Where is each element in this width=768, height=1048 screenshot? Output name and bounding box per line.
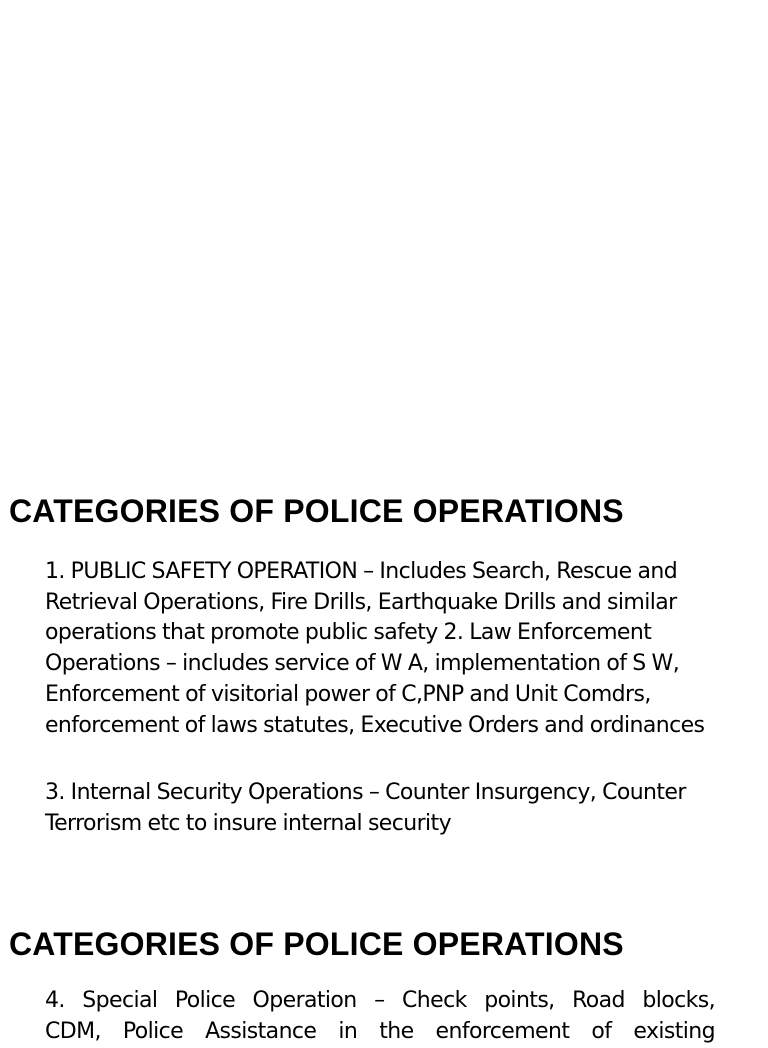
slide-2 [0, 870, 768, 1044]
slide-paragraph: CDM, Police Assistance in the enforcement of existing [45, 1019, 715, 1044]
slide-paragraph: 3. Internal Security Operations – Counter Insurgency, Counter Terrorism etc to insure internal security [45, 780, 686, 836]
slide-paragraph: 1. PUBLIC SAFETY OPERATION – Includes Search, Rescue and Retrieval Operations, Fire Drills, Earthquake Drills and similar operations that promote public safety 2. Law Enforcement Operations – includes service of W A, implementation of S W, Enforcement of visitorial power of C,PNP and Unit Comdrs, enforcement of laws statutes, Executive Orders and ordinances [45, 559, 705, 738]
slide-title: CATEGORIES OF POLICE OPERATIONS [9, 926, 624, 962]
slide-paragraph: 4. Special Police Operation – Check points, Road blocks, [45, 988, 715, 1013]
slide-title: CATEGORIES OF POLICE OPERATIONS [9, 493, 624, 529]
